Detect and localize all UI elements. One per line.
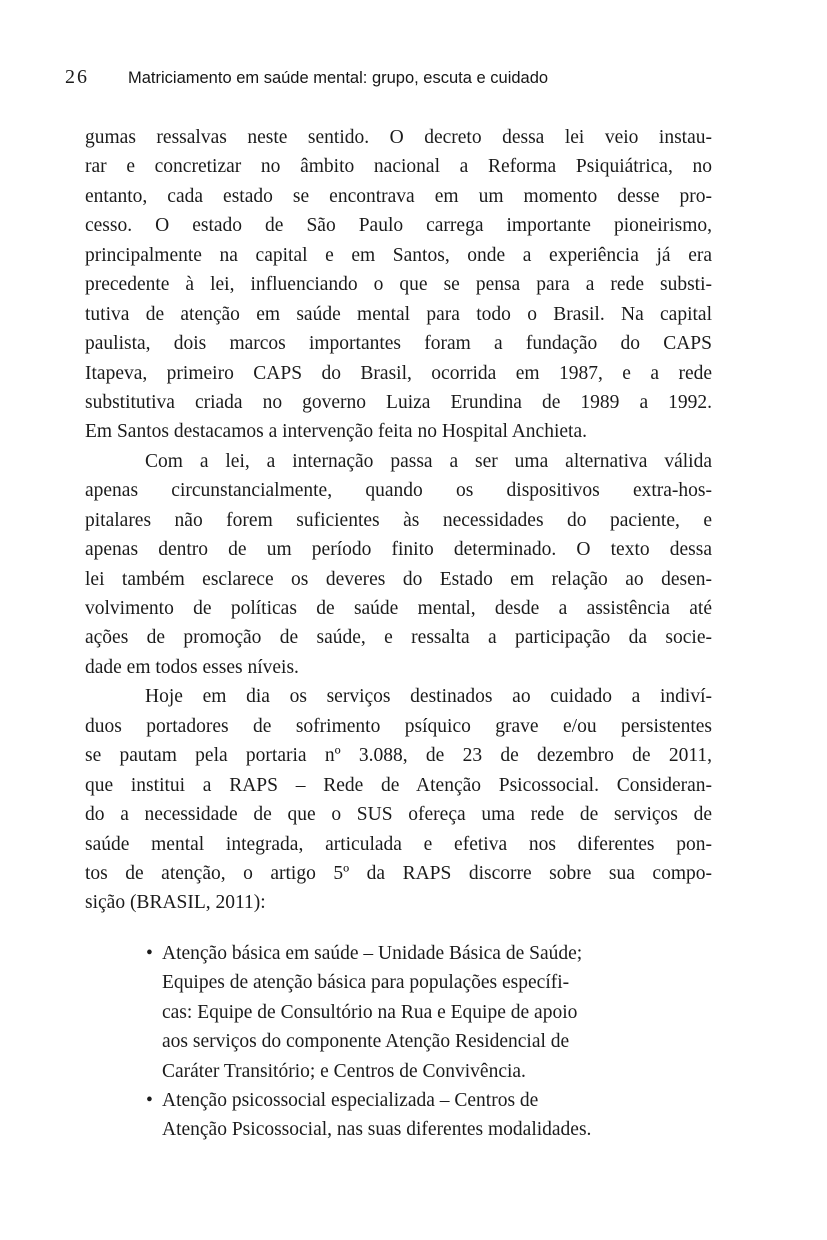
paragraph-line: lei também esclarece os deveres do Estado em relação ao desen- — [85, 568, 712, 590]
paragraph-line: cesso. O estado de São Paulo carrega importante pioneirismo, — [85, 215, 712, 237]
paragraph-line: que institui a RAPS – Rede de Atenção Psicossocial. Consideran- — [85, 774, 712, 796]
paragraph — [85, 447, 712, 683]
paragraph-line: Com a lei, a internação passa a ser uma alternativa válida — [145, 450, 712, 472]
list-item-line: Caráter Transitório; e Centros de Convivência. — [162, 1060, 526, 1082]
paragraph-line: rar e concretizar no âmbito nacional a Reforma Psiquiátrica, no — [85, 156, 712, 178]
list-item — [146, 939, 707, 1086]
paragraph-line: volvimento de políticas de saúde mental, desde a assistência até — [85, 598, 712, 619]
list-item-line: aos serviços do componente Atenção Residencial de — [162, 1031, 570, 1053]
paragraph-line: apenas circunstancialmente, quando os dispositivos extra-hos- — [85, 480, 712, 502]
paragraph-line: gumas ressalvas neste sentido. O decreto dessa lei veio instau- — [85, 127, 712, 148]
paragraph-line: precedente à lei, influenciando o que se pensa para a rede substi- — [85, 274, 712, 296]
paragraph-line: tutiva de atenção em saúde mental para todo o Brasil. Na capital — [85, 303, 712, 325]
list-item-line: Equipes de atenção básica para populações específi- — [162, 972, 570, 994]
paragraph-line: substitutiva criada no governo Luiza Erundina de 1989 a 1992. — [85, 391, 712, 413]
list-item-line: Atenção Psicossocial, nas suas diferentes modalidades. — [162, 1119, 592, 1141]
paragraph-line: paulista, dois marcos importantes foram a fundação do CAPS — [85, 333, 712, 355]
paragraph-line: Em Santos destacamos a intervenção feita no Hospital Anchieta. — [85, 421, 587, 443]
paragraph-line: entanto, cada estado se encontrava em um momento desse pro- — [85, 185, 712, 207]
paragraph-line: sição (BRASIL, 2011): — [85, 892, 266, 914]
bullet-icon: • — [146, 942, 153, 964]
paragraph-line: ações de promoção de saúde, e ressalta a participação da socie- — [85, 627, 712, 649]
list-item-line: Atenção psicossocial especializada – Centros de — [162, 1090, 539, 1111]
paragraph-line: principalmente na capital e em Santos, onde a experiência já era — [85, 244, 712, 266]
paragraph-line: duos portadores de sofrimento psíquico grave e/ou persistentes — [85, 715, 712, 737]
bullet-list — [146, 939, 707, 1145]
paragraph — [85, 682, 712, 918]
list-item — [146, 1086, 707, 1145]
paragraph-line: dade em todos esses níveis. — [85, 656, 299, 678]
paragraph-line: saúde mental integrada, articulada e efetiva nos diferentes pon- — [85, 833, 712, 855]
list-item-line: Atenção básica em saúde – Unidade Básica de Saúde; — [162, 942, 583, 964]
paragraph-line: tos de atenção, o artigo 5º da RAPS discorre sobre sua compo- — [85, 862, 712, 884]
paragraph-line: se pautam pela portaria nº 3.088, de 23 de dezembro de 2011, — [85, 745, 712, 767]
running-title: Matriciamento em saúde mental: grupo, escuta e cuidado — [128, 69, 549, 87]
bullet-icon: • — [146, 1090, 153, 1111]
paragraph-line: Hoje em dia os serviços destinados ao cuidado a indiví- — [145, 686, 712, 708]
paragraph — [85, 123, 712, 447]
paragraph-line: do a necessidade de que o SUS ofereça uma rede de serviços de — [85, 804, 712, 826]
body-text — [85, 123, 712, 1145]
paragraph-line: apenas dentro de um período finito determinado. O texto dessa — [85, 539, 712, 561]
page-header — [65, 66, 548, 89]
paragraph-line: Itapeva, primeiro CAPS do Brasil, ocorrida em 1987, e a rede — [85, 362, 712, 384]
paragraph-line: pitalares não forem suficientes às necessidades do paciente, e — [85, 509, 712, 531]
list-item-line: cas: Equipe de Consultório na Rua e Equipe de apoio — [162, 1001, 578, 1023]
page-number: 26 — [65, 66, 89, 88]
